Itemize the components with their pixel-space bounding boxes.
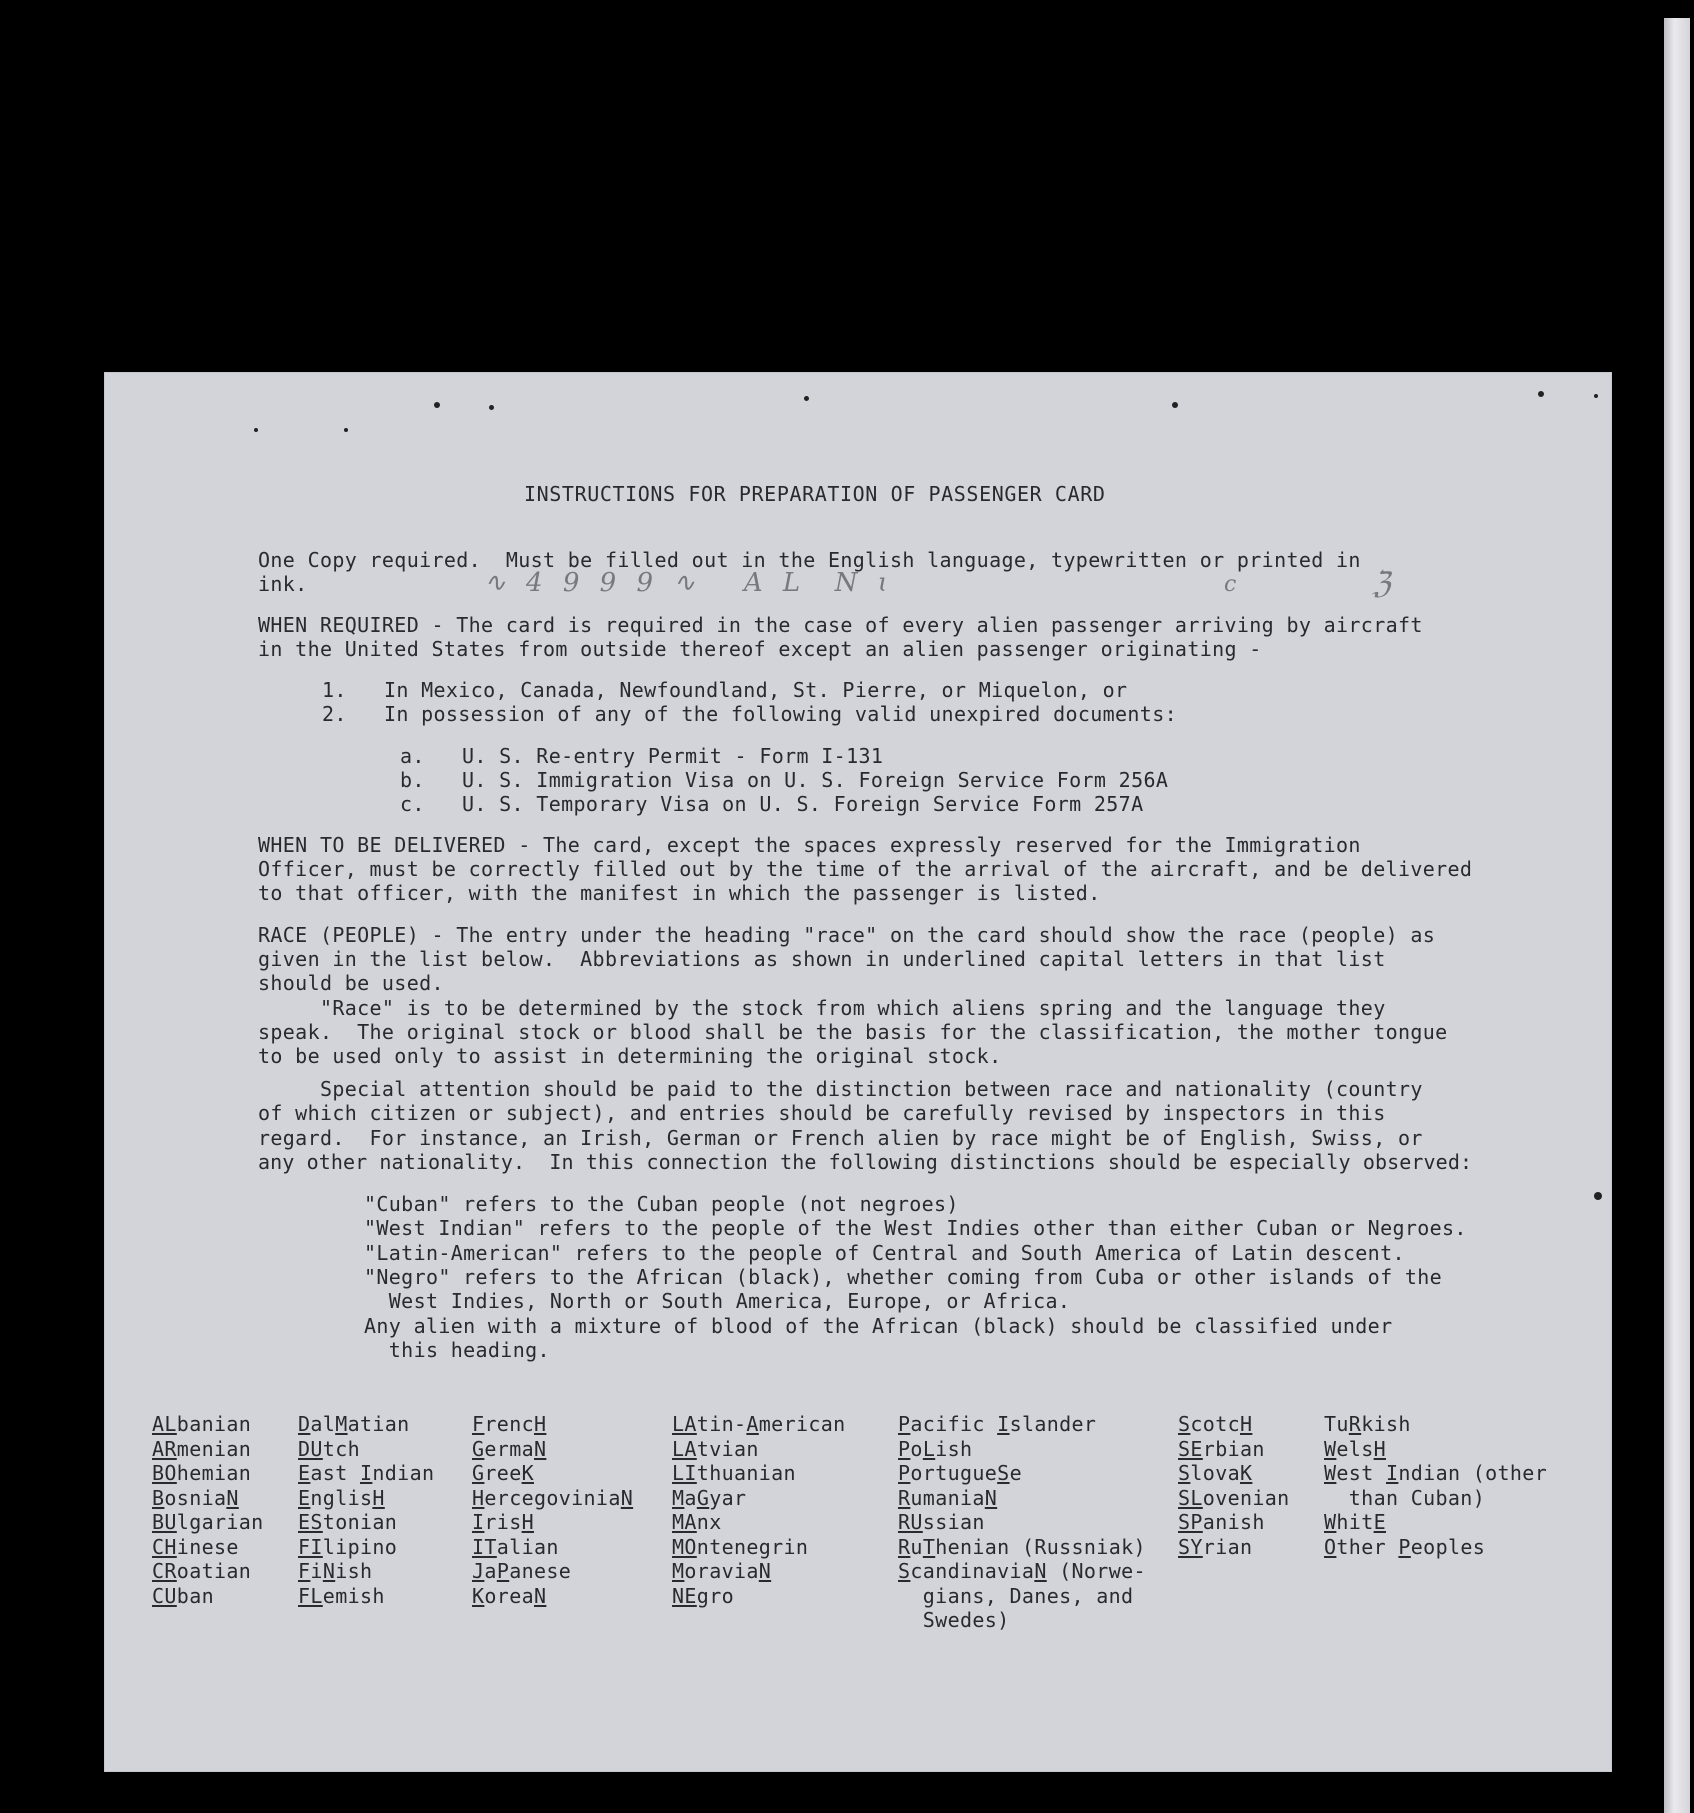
race-list-item: SErbian bbox=[1178, 1436, 1265, 1461]
race-list-item: ScandinaviaN (Norwe- bbox=[898, 1559, 1146, 1583]
race-list-item: WelsH bbox=[1324, 1436, 1386, 1461]
adjacent-page-edge bbox=[1664, 18, 1690, 1813]
page-title: INSTRUCTIONS FOR PREPARATION OF PASSENGER CARD bbox=[524, 482, 1106, 506]
race-list-item: than Cuban) bbox=[1324, 1485, 1486, 1510]
intro-line: ink. bbox=[258, 572, 308, 596]
ink-spot bbox=[1594, 1192, 1602, 1200]
distinction-line: Any alien with a mixture of blood of the African (black) should be classified under bbox=[364, 1314, 1393, 1338]
distinction-line: West Indies, North or South America, Europe, or Africa. bbox=[364, 1289, 1071, 1313]
race-list-item: BUlgarian bbox=[152, 1510, 264, 1534]
race-paragraph-line: RACE (PEOPLE) - The entry under the heading "race" on the card should show the race (people) as bbox=[258, 923, 1436, 947]
when-delivered-line: Officer, must be correctly filled out by the time of the arrival of the aircraft, and be delivered bbox=[258, 857, 1473, 881]
distinction-line: "Latin-American" refers to the people of Central and South America of Latin descent. bbox=[364, 1241, 1405, 1265]
race-list-item: MoraviaN bbox=[672, 1559, 772, 1583]
ink-spot bbox=[489, 405, 494, 410]
race-list-item: Pacific Islander bbox=[898, 1412, 1097, 1436]
race-paragraph-line: "Race" is to be determined by the stock from which aliens spring and the language they bbox=[258, 996, 1386, 1020]
race-list-item: EStonian bbox=[298, 1510, 398, 1534]
handwritten-annotation: ∿ 4 9 9 9 ∿ A L N ɩ bbox=[484, 568, 894, 598]
race-paragraph-line: to be used only to assist in determining the original stock. bbox=[258, 1044, 1002, 1068]
race-list-item: MOntenegrin bbox=[672, 1534, 809, 1559]
race-list-item: SLovenian bbox=[1178, 1485, 1290, 1510]
ink-spot bbox=[254, 428, 258, 432]
race-list-item: TuRkish bbox=[1324, 1412, 1411, 1436]
race-list-item: IrisH bbox=[472, 1510, 534, 1534]
race-list-column bbox=[1324, 1412, 1547, 1559]
distinction-line: "Cuban" refers to the Cuban people (not negroes) bbox=[364, 1192, 959, 1216]
sub-list-item: b. U. S. Immigration Visa on U. S. Foreign Service Form 256A bbox=[400, 768, 1169, 792]
race-list-item: Other Peoples bbox=[1324, 1534, 1486, 1559]
when-required-line: in the United States from outside thereof except an alien passenger originating - bbox=[258, 637, 1262, 661]
race-list-item: LAtin-American bbox=[672, 1412, 846, 1436]
handwritten-annotation: c bbox=[1224, 572, 1243, 597]
race-list-item: EnglisH bbox=[298, 1485, 385, 1510]
race-list-item: ITalian bbox=[472, 1534, 559, 1559]
ink-spot bbox=[344, 428, 348, 432]
race-list-item: KoreaN bbox=[472, 1583, 547, 1608]
race-list-item: RumaniaN bbox=[898, 1485, 998, 1510]
race-list-item: HercegoviniaN bbox=[472, 1485, 634, 1510]
race-list-item: MAnx bbox=[672, 1510, 722, 1534]
race-list-column bbox=[898, 1412, 1146, 1633]
race-list-column bbox=[152, 1412, 264, 1608]
race-paragraph-line: Special attention should be paid to the distinction between race and nationality (country bbox=[258, 1077, 1423, 1101]
document-page bbox=[104, 372, 1612, 1772]
race-paragraph-line: given in the list below. Abbreviations as shown in underlined capital letters in that list bbox=[258, 947, 1386, 971]
race-paragraph-line: speak. The original stock or blood shall be the basis for the classification, the mother tongue bbox=[258, 1020, 1448, 1044]
ink-spot bbox=[434, 402, 440, 408]
list-item: 2. In possession of any of the following valid unexpired documents: bbox=[322, 702, 1177, 726]
race-paragraph-line: of which citizen or subject), and entries should be carefully revised by inspectors in this bbox=[258, 1101, 1386, 1125]
race-list-item: DUtch bbox=[298, 1436, 360, 1461]
race-list-item: FiNish bbox=[298, 1559, 373, 1583]
race-list-item: CHinese bbox=[152, 1534, 239, 1559]
race-list-item: Swedes) bbox=[898, 1608, 1010, 1632]
sub-list-item: a. U. S. Re-entry Permit - Form I-131 bbox=[400, 744, 884, 768]
race-list-item: FrencH bbox=[472, 1412, 547, 1436]
race-paragraph-line: regard. For instance, an Irish, German or French alien by race might be of English, Swiss, or bbox=[258, 1126, 1423, 1150]
race-list-column bbox=[672, 1412, 846, 1608]
intro-line: One Copy required. Must be filled out in the English language, typewritten or printed in bbox=[258, 548, 1361, 572]
when-delivered-line: to that officer, with the manifest in which the passenger is listed. bbox=[258, 881, 1101, 905]
race-list-item: SYrian bbox=[1178, 1534, 1253, 1559]
list-item: 1. In Mexico, Canada, Newfoundland, St. Pierre, or Miquelon, or bbox=[322, 678, 1128, 702]
race-list-column bbox=[1178, 1412, 1290, 1559]
race-list-item: WhitE bbox=[1324, 1510, 1386, 1534]
when-delivered-line: WHEN TO BE DELIVERED - The card, except the spaces expressly reserved for the Immigration bbox=[258, 833, 1361, 857]
race-paragraph-line: any other nationality. In this connection the following distinctions should be especially observed: bbox=[258, 1150, 1473, 1174]
distinction-line: "West Indian" refers to the people of the West Indies other than either Cuban or Negroes. bbox=[364, 1216, 1467, 1240]
race-list-item: NEgro bbox=[672, 1583, 734, 1608]
ink-spot bbox=[1172, 402, 1178, 408]
handwritten-annotation: ℨ bbox=[1372, 566, 1397, 601]
race-list-item: SlovaK bbox=[1178, 1461, 1253, 1485]
race-list-item: West Indian (other bbox=[1324, 1461, 1548, 1485]
race-list-item: East Indian bbox=[298, 1461, 435, 1485]
sub-list-item: c. U. S. Temporary Visa on U. S. Foreign Service Form 257A bbox=[400, 792, 1144, 816]
race-list-item: gians, Danes, and bbox=[898, 1583, 1134, 1608]
race-list-column bbox=[298, 1412, 434, 1608]
race-list-item: RUssian bbox=[898, 1510, 985, 1534]
race-list-item: FIlipino bbox=[298, 1534, 398, 1559]
race-list-item: PoLish bbox=[898, 1436, 973, 1461]
distinction-line: this heading. bbox=[364, 1338, 550, 1362]
race-list-item: LIthuanian bbox=[672, 1461, 796, 1485]
race-list-item: GermaN bbox=[472, 1436, 547, 1461]
race-list-item: LAtvian bbox=[672, 1436, 759, 1461]
race-list-item: BOhemian bbox=[152, 1461, 252, 1485]
race-list-item: ALbanian bbox=[152, 1412, 252, 1436]
race-list-item: SPanish bbox=[1178, 1510, 1265, 1534]
race-list-item: CRoatian bbox=[152, 1559, 252, 1583]
ink-spot bbox=[1594, 394, 1598, 398]
race-paragraph-line: should be used. bbox=[258, 971, 444, 995]
race-list-item: RuThenian (Russniak) bbox=[898, 1534, 1146, 1559]
ink-spot bbox=[804, 396, 809, 401]
race-list-item: MaGyar bbox=[672, 1485, 747, 1510]
race-list-column bbox=[472, 1412, 633, 1608]
when-required-line: WHEN REQUIRED - The card is required in the case of every alien passenger arriving by aircraft bbox=[258, 613, 1423, 637]
race-list-item: DalMatian bbox=[298, 1412, 410, 1436]
race-list-item: PortugueSe bbox=[898, 1461, 1022, 1485]
race-list-item: CUban bbox=[152, 1583, 214, 1608]
race-list-item: BosniaN bbox=[152, 1485, 239, 1510]
race-list-item: FLemish bbox=[298, 1583, 385, 1608]
ink-spot bbox=[1538, 391, 1544, 397]
race-list-item: JaPanese bbox=[472, 1559, 572, 1583]
race-list-item: ScotcH bbox=[1178, 1412, 1253, 1436]
distinction-line: "Negro" refers to the African (black), whether coming from Cuba or other islands of the bbox=[364, 1265, 1443, 1289]
race-list-item: ARmenian bbox=[152, 1436, 252, 1461]
race-list-item: GreeK bbox=[472, 1461, 534, 1485]
